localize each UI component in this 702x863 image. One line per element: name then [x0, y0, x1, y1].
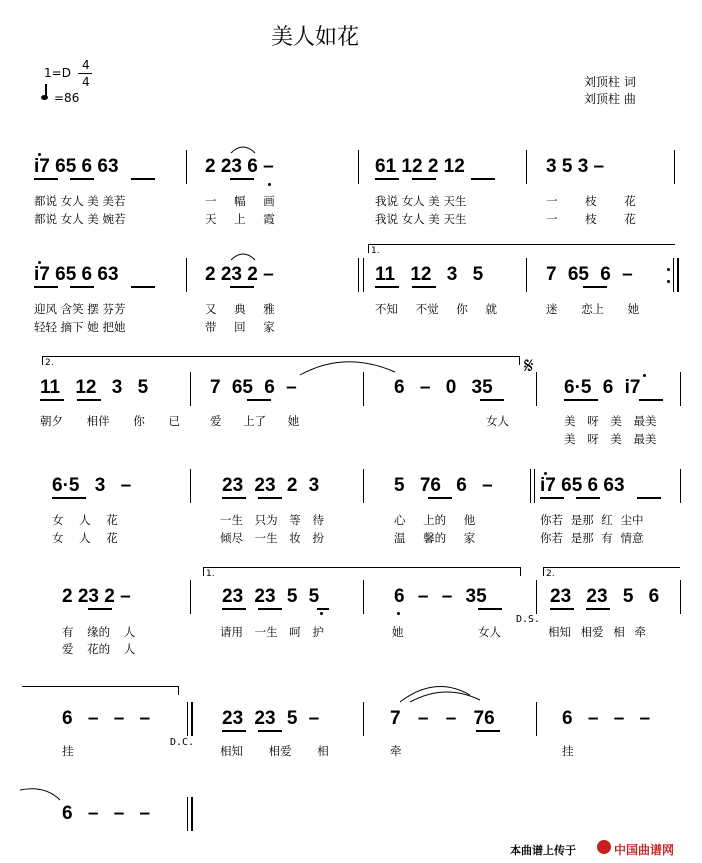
measure-r4-4: i7 65 6 63: [540, 475, 625, 496]
volta-2-label: 2.: [45, 358, 54, 368]
tie: [400, 686, 470, 702]
lyric: 朝夕 相伴 你 已: [40, 414, 180, 428]
lyric: 女 人 花: [52, 513, 118, 527]
lyric: 牵: [390, 744, 402, 758]
measure-r4-1: 6·5 3 –: [52, 475, 132, 496]
lyric: 爱 上了 她: [210, 414, 300, 428]
measure-r5-1: 2 23 2 –: [62, 586, 131, 607]
measure-r2-3: 11 12 3 5: [375, 264, 484, 285]
lyric: 挂: [562, 744, 574, 758]
lyric: 你若 是那 红 尘中: [540, 513, 644, 527]
lyric: 挂: [62, 744, 74, 758]
measure-r7-1: 6 – – –: [62, 803, 151, 824]
measure-r4-3: 5 76 6 –: [394, 475, 493, 496]
measure-r1-1: i7 65 6 63: [34, 156, 119, 177]
measure-r4-2: 23 23 2 3: [222, 475, 320, 496]
lyric: 爱 花的 人: [62, 642, 136, 656]
lyric: 一 枝 花: [546, 212, 636, 226]
lyric: 迎风 含笑 摆 芬芳: [34, 302, 126, 316]
measure-r3-4: 6·5 6 i7: [564, 377, 641, 398]
lyric: 女 人 花: [52, 531, 118, 545]
measure-r2-2: 2 23 2 –: [205, 264, 274, 285]
lyric: 倾尽 一生 妆 扮: [220, 531, 324, 545]
volta-1-label: 1.: [371, 246, 380, 256]
measure-r6-4: 6 – – –: [562, 708, 651, 729]
measure-r3-3: 6 – 0 35: [394, 377, 493, 398]
tie: [410, 692, 480, 702]
measure-r1-3: 61 12 2 12: [375, 156, 465, 177]
ds-marker: D.S.: [516, 614, 541, 625]
key-signature: 1=D: [44, 66, 71, 80]
lyric: 心 上的 他: [394, 513, 476, 527]
lyric: 女人: [478, 625, 501, 639]
measure-r1-2: 2 23 6 –: [205, 156, 274, 177]
lyric: 一 枝 花: [546, 194, 636, 208]
site-logo-icon: [597, 840, 611, 854]
volta-1-label: 1.: [206, 569, 215, 579]
song-title: 美人如花: [271, 25, 360, 50]
lyric: 相知 相爱 相: [220, 744, 329, 758]
tie: [20, 789, 60, 800]
lyricist: 刘顶柱 词: [584, 75, 636, 89]
time-signature-top: 4: [82, 58, 90, 72]
lyric: 美 呀 美 最美: [564, 414, 657, 428]
lyric: 都说 女人 美 婉若: [34, 212, 126, 226]
slur: [231, 254, 255, 260]
measure-r5-2: 23 23 5 5: [222, 586, 320, 607]
slur: [231, 147, 255, 153]
lyric: 不知 不觉 你 就: [375, 302, 497, 316]
lyric: 迷 恋上 她: [546, 302, 640, 316]
lyric: 请用 一生 呵 护: [220, 625, 324, 639]
lyric: 又 典 雅: [205, 302, 275, 316]
lyric: 带 回 家: [205, 320, 275, 334]
lyric: 你若 是那 有 情意: [540, 531, 644, 545]
lyric: 都说 女人 美 美若: [34, 194, 126, 208]
dc-marker: D.C.: [170, 737, 195, 748]
lyric: 温 馨的 家: [394, 531, 476, 545]
lyric: 轻轻 摘下 她 把她: [34, 320, 126, 334]
measure-r6-3: 7 – – 76: [390, 708, 495, 729]
lyric: 她: [392, 625, 404, 639]
lyric: 一生 只为 等 待: [220, 513, 324, 527]
lyric: 我说 女人 美 天生: [375, 194, 467, 208]
measure-r2-1: i7 65 6 63: [34, 264, 119, 285]
lyric: 一 幅 画: [205, 194, 275, 208]
measure-r6-1: 6 – – –: [62, 708, 151, 729]
tie: [300, 362, 395, 375]
footer-text: 本曲谱上传于: [510, 844, 576, 857]
measure-r3-1: 11 12 3 5: [40, 377, 149, 398]
lyric: 女人: [486, 414, 509, 428]
measure-r5-3: 6 – – 35: [394, 586, 487, 607]
measure-r3-2: 7 65 6 –: [210, 377, 297, 398]
lyric: 美 呀 美 最美: [564, 432, 657, 446]
segno-sign: 𝄋: [524, 354, 534, 379]
measure-r5-4: 23 23 5 6: [550, 586, 660, 607]
lyric: 有 缘的 人: [62, 625, 136, 639]
tempo: =86: [54, 91, 80, 105]
site-logo-text[interactable]: 中国曲谱网: [614, 843, 675, 857]
lyric: 我说 女人 美 天生: [375, 212, 467, 226]
lyric: 天 上 霞: [205, 212, 275, 226]
time-signature-bottom: 4: [82, 75, 90, 89]
measure-r1-4: 3 5 3 –: [546, 156, 605, 177]
lyric: 相知 相爱 相 牵: [548, 625, 646, 639]
measure-r6-2: 23 23 5 –: [222, 708, 320, 729]
volta-2-label: 2.: [546, 569, 555, 579]
measure-r2-4: 7 65 6 –: [546, 264, 633, 285]
composer: 刘顶柱 曲: [584, 92, 636, 106]
